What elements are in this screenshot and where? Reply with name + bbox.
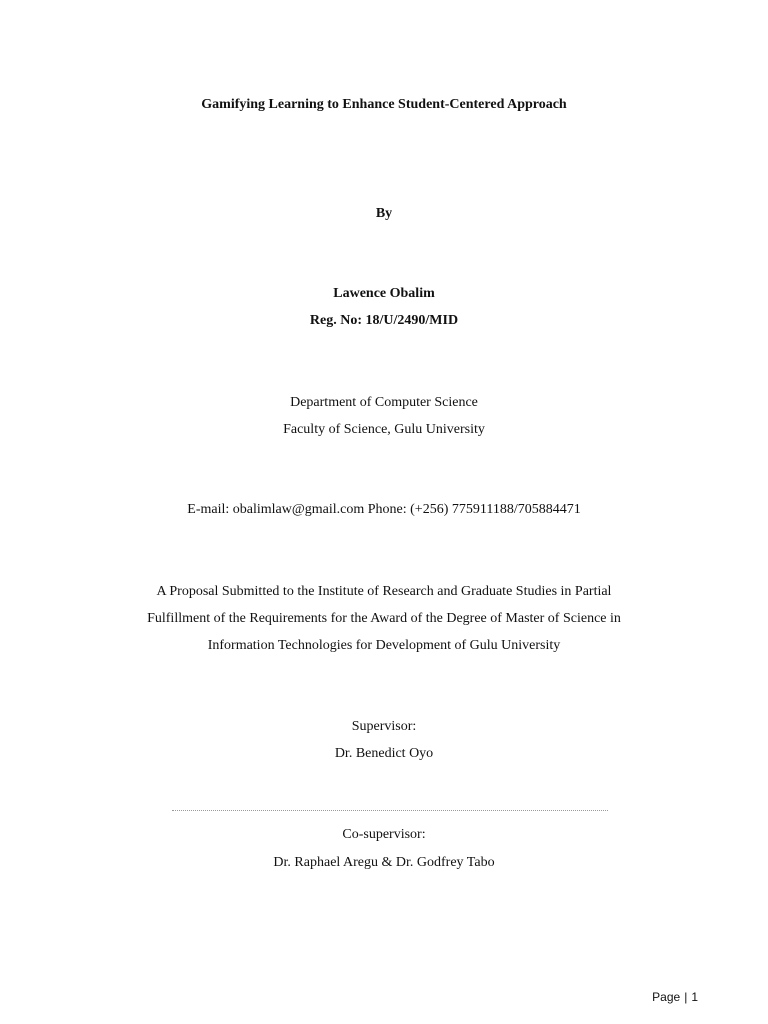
page-number: 1 — [691, 990, 698, 1004]
document-title: Gamifying Learning to Enhance Student-Centered Approach — [201, 97, 567, 112]
proposal-line-1: A Proposal Submitted to the Institute of Research and Graduate Studies in Partial — [156, 584, 612, 599]
author-name: Lawence Obalim — [333, 286, 435, 301]
by-label: By — [375, 206, 393, 221]
page-footer — [652, 989, 698, 1005]
supervisor-name: Dr. Benedict Oyo — [334, 746, 434, 761]
faculty: Faculty of Science, Gulu University — [283, 422, 485, 437]
contact-info: E-mail: obalimlaw@gmail.com Phone: (+256) 775911188/705884471 — [187, 502, 581, 517]
page-separator: | — [684, 990, 688, 1004]
proposal-line-3: Information Technologies for Development of Gulu University — [207, 638, 561, 653]
signature-divider — [172, 810, 608, 811]
department: Department of Computer Science — [290, 395, 478, 410]
cosupervisor-label: Co-supervisor: — [342, 827, 426, 842]
registration-number: Reg. No: 18/U/2490/MID — [309, 313, 459, 328]
supervisor-label: Supervisor: — [351, 719, 417, 734]
proposal-line-2: Fulfillment of the Requirements for the Award of the Degree of Master of Science in — [147, 611, 621, 626]
cosupervisor-names: Dr. Raphael Aregu & Dr. Godfrey Tabo — [273, 855, 495, 870]
page-label: Page — [652, 990, 681, 1004]
